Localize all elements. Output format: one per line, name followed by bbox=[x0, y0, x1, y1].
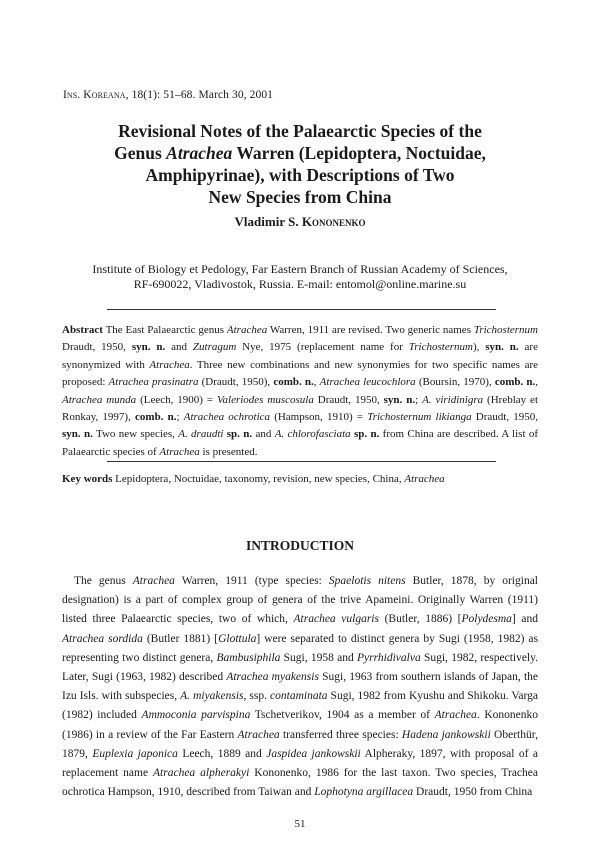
abstract-taxon: Atrachea leucochlora bbox=[319, 376, 416, 389]
body-text: Alpheraky, 1897, with proposal of a replacement name bbox=[62, 747, 539, 780]
body-taxon: contaminata bbox=[270, 690, 328, 703]
body-text: Sugi, 1982 from Kyushu and Shikoku. Varga (1982) included bbox=[62, 690, 539, 722]
abstract-text: ; bbox=[176, 411, 184, 424]
abstract-text: (Hreblay et Ronkay, 1997), bbox=[62, 393, 538, 424]
abstract-taxon: Trichosternum likianga bbox=[367, 411, 472, 424]
abstract-text: are synonymized with bbox=[62, 341, 538, 371]
body-taxon: Glottula bbox=[218, 632, 257, 645]
top-rule bbox=[107, 309, 496, 310]
author-last: Kononenko bbox=[301, 214, 366, 229]
body-text: Warren, 1911 (type species: bbox=[174, 575, 329, 587]
body-text: The genus bbox=[74, 575, 133, 587]
abstract-text: (Leech, 1900) = bbox=[136, 393, 218, 406]
abstract-nomenclature: syn. n. bbox=[62, 428, 93, 441]
abstract-taxon: A. chlorofasciata bbox=[274, 428, 351, 441]
abstract-text: Nye, 1975 (replacement name for bbox=[236, 341, 409, 354]
abstract-text: Draudt, 1950, bbox=[313, 393, 384, 406]
body-text: Draudt, 1950 from China bbox=[413, 786, 533, 799]
affiliation bbox=[40, 262, 560, 292]
journal-citation bbox=[63, 89, 273, 101]
abstract-taxon: Trichosternum bbox=[408, 341, 473, 354]
abstract-text: The East Palaearctic genus bbox=[102, 324, 227, 336]
body-text: transferred three species: bbox=[279, 728, 402, 741]
abstract-taxon: Atrachea ochrotica bbox=[183, 411, 271, 424]
abstract-text: and bbox=[252, 428, 275, 441]
body-taxon: Jaspidea jankowskii bbox=[266, 747, 361, 760]
body-taxon: Hadena jankowskii bbox=[401, 728, 491, 741]
body-text: ] and bbox=[511, 613, 538, 626]
abstract-nomenclature: syn. n. bbox=[485, 341, 519, 354]
affiliation-line-1: Institute of Biology et Pedology, Far Eastern Branch of Russian Academy of Sciences, bbox=[92, 262, 508, 276]
abstract-taxon: A. viridinigra bbox=[422, 393, 484, 406]
bottom-rule bbox=[107, 461, 496, 462]
body-text: Sugi, 1958 and bbox=[280, 651, 358, 664]
body-text: , ssp. bbox=[243, 690, 271, 703]
abstract-taxon: A. draudti bbox=[178, 428, 224, 441]
abstract-taxon: Atrachea bbox=[159, 445, 200, 458]
body-text: Kononenko, 1986 for the last taxon. Two species, Trachea ochrotica Hampson, 1910, described from Taiwan and bbox=[62, 767, 538, 799]
body-text: (Butler, 1886) [ bbox=[378, 613, 462, 626]
keywords-taxon: Atrachea bbox=[404, 473, 445, 485]
body-text: Leech, 1889 and bbox=[177, 747, 267, 760]
affiliation-line-2: RF-690022, Vladivostok, Russia. E-mail: entomol@online.marine.su bbox=[133, 277, 467, 291]
keywords-text: Lepidoptera, Noctuidae, taxonomy, revision, new species, China, bbox=[112, 473, 405, 485]
body-taxon: A. miyakensis bbox=[180, 690, 244, 703]
abstract-taxon: Atrachea prasinatra bbox=[108, 376, 199, 389]
title-genus: Atrachea bbox=[166, 143, 233, 163]
abstract-text: , bbox=[535, 376, 538, 389]
abstract bbox=[62, 322, 538, 461]
abstract-nomenclature: sp. n. bbox=[226, 428, 253, 441]
body-text: Butler, 1878, by original designation) is a part of complex group of genera of the trive Apameini. Originally Warren (1911) listed three Palaearctic species, two of which, bbox=[62, 575, 538, 626]
page-number: 51 bbox=[294, 818, 306, 830]
abstract-nomenclature: syn. n. bbox=[383, 393, 416, 406]
body-taxon: Pyrrhidivalva bbox=[357, 651, 421, 664]
title-text: Warren (Lepidoptera, Noctuidae, bbox=[232, 143, 486, 163]
body-text: Sugi, 1963 from southern islands of Japan, the Izu Isls. with subspecies, bbox=[62, 671, 538, 703]
abstract-taxon: Atrachea bbox=[149, 358, 190, 371]
body-taxon: Ammoconia parvispina bbox=[141, 709, 251, 722]
keywords-label: Key words bbox=[62, 473, 113, 485]
introduction-paragraph bbox=[62, 572, 538, 802]
abstract-text: is presented. bbox=[199, 445, 258, 458]
body-taxon: Bambusiphila bbox=[216, 651, 281, 664]
abstract-taxon: Atrachea bbox=[226, 324, 268, 336]
abstract-text: ; bbox=[415, 393, 423, 406]
title-text: Genus bbox=[114, 143, 167, 163]
body-taxon: Atrachea vulgaris bbox=[293, 613, 379, 626]
author-first: Vladimir S. bbox=[234, 214, 299, 229]
body-text: ] were separated to distinct genera by Sugi (1958, 1982) as representing two distinct genera, bbox=[62, 632, 539, 664]
body-taxon: Polydesma bbox=[461, 613, 512, 626]
author-name bbox=[0, 214, 600, 230]
abstract-text: Warren, 1911 are revised. Two generic names bbox=[267, 324, 474, 336]
journal-name: Ins. Koreana bbox=[63, 89, 126, 101]
section-heading: INTRODUCTION bbox=[245, 538, 354, 553]
body-taxon: Atrachea bbox=[132, 575, 175, 587]
abstract-text: Two new species, bbox=[92, 428, 179, 441]
body-taxon: Spaelotis nitens bbox=[328, 575, 406, 587]
abstract-nomenclature: syn. n. bbox=[131, 341, 166, 354]
body-taxon: Atrachea alpherakyi bbox=[153, 767, 250, 780]
abstract-text: and bbox=[165, 341, 193, 354]
abstract-text: (Boursin, 1970), bbox=[415, 376, 495, 389]
abstract-taxon: Valeriodes muscosula bbox=[217, 393, 314, 406]
body-taxon: Atrachea bbox=[237, 728, 280, 741]
abstract-taxon: Atrachea munda bbox=[62, 393, 137, 406]
body-text: Sugi, 1982, respectively. Later, Sugi (1963, 1982) described bbox=[62, 651, 539, 684]
body-taxon: Lophotyna argillacea bbox=[314, 786, 414, 799]
title-line-2 bbox=[60, 142, 540, 164]
title-line-1: Revisional Notes of the Palaearctic Species of the bbox=[118, 121, 482, 141]
abstract-text: (Hampson, 1910) = bbox=[270, 411, 368, 424]
body-taxon: Atrachea sordida bbox=[62, 632, 143, 645]
abstract-text: ), bbox=[472, 341, 486, 354]
title-line-3: Amphipyrinae), with Descriptions of Two bbox=[145, 165, 455, 185]
journal-volume-date: , 18(1): 51–68. March 30, 2001 bbox=[125, 89, 274, 101]
body-text: (Butler 1881) [ bbox=[142, 632, 219, 645]
abstract-nomenclature: comb. n. bbox=[273, 376, 314, 389]
abstract-text: Draudt, 1950, bbox=[62, 341, 132, 354]
abstract-text: (Draudt, 1950), bbox=[198, 376, 274, 389]
abstract-text: Draudt, 1950, bbox=[471, 411, 539, 424]
abstract-nomenclature: comb. n. bbox=[135, 411, 177, 424]
abstract-nomenclature: sp. n. bbox=[353, 428, 380, 441]
abstract-text: , bbox=[313, 376, 320, 389]
paper-title bbox=[60, 120, 540, 208]
keywords bbox=[62, 473, 538, 485]
body-text: Tschetverikov, 1904 as a member of bbox=[250, 709, 435, 722]
body-taxon: Euplexia japonica bbox=[92, 747, 178, 760]
abstract-text: . Three new combinations and new synonymies for two specific names are proposed: bbox=[62, 358, 538, 389]
abstract-taxon: Trichosternum bbox=[473, 324, 539, 336]
abstract-nomenclature: comb. n. bbox=[494, 376, 536, 389]
abstract-label: Abstract bbox=[62, 324, 103, 336]
abstract-text: from China are described. A list of Palaearctic species of bbox=[62, 428, 538, 458]
abstract-taxon: Zutragum bbox=[192, 341, 237, 354]
body-text: . Kononenko (1986) in a review of the Far Eastern bbox=[62, 709, 538, 741]
body-text: Oberthür, 1879, bbox=[62, 728, 538, 760]
body-taxon: Atrachea myakensis bbox=[226, 671, 319, 684]
title-line-4: New Species from China bbox=[208, 187, 392, 207]
body-taxon: Atrachea bbox=[434, 709, 477, 722]
